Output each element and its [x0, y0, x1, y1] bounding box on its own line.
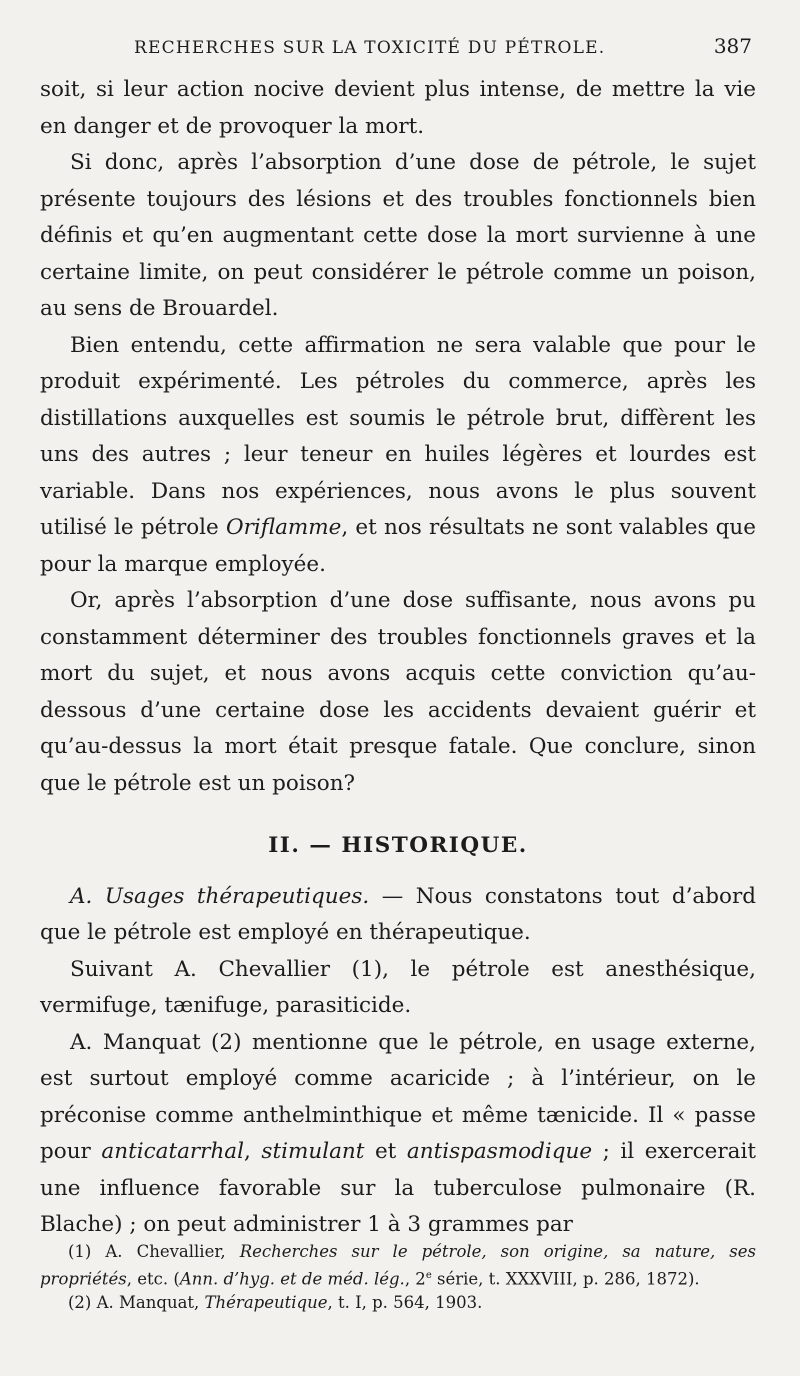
footnote-1-text-d: série, t. XXXVIII, p. 286, 1872). [431, 1269, 700, 1288]
paragraph-4: Or, après l’absorption d’une dose suffisante, nous avons pu constamment déterminer des troubles fonctionnels graves et la mort du sujet, et nous avons acquis cette conviction qu’au-dessous d’une certaine dose les accidents devaient guérir et qu’au-dessus la mort était presque fatale. Que conclure, sinon que le pétrole est un poison? [40, 588, 756, 796]
subsection-label: A. Usages thérapeutiques. [70, 883, 370, 909]
paragraph-3-italic: Oriflamme [225, 515, 342, 540]
running-header [134, 34, 752, 58]
paragraph-7-italic-2: stimulant [261, 1139, 365, 1164]
paragraph-5 [40, 879, 756, 952]
footnote-1-italic-1: Recherches sur le pétrole, son origine, sa nature, ses propriétés [40, 1242, 756, 1288]
paragraph-7-italic-1: anticatarrhal [101, 1139, 245, 1164]
footnotes [40, 1240, 756, 1314]
running-title: RECHERCHES SUR LA TOXICITÉ DU PÉTROLE. [134, 38, 606, 58]
footnote-2-text-a: (2) A. Manquat, [68, 1292, 205, 1312]
footnote-2-text-b: , t. I, p. 564, 1903. [327, 1292, 483, 1312]
footnote-1-text-a: (1) A. Chevallier, [68, 1242, 240, 1261]
paragraph-7-sep-1: , [244, 1139, 262, 1164]
paragraph-7-text-b: ; il exercerait une influence favorable sur la tuberculose pulmonaire (R. Blache) ; on peut administrer 1 à 3 grammes par [40, 1139, 756, 1237]
paragraph-3-text-a: Bien entendu, cette affirmation ne sera valable que pour le produit expérimenté. Les pétroles du commerce, après les distillations auxquelles est soumis le pétrole brut, diffèrent les uns des autres ; leur teneur en huiles légères et lourdes est variable. Dans nos expériences, nous avons le plus souvent utilisé le pétrole [40, 332, 756, 540]
main-text [40, 72, 756, 1244]
footnote-1-text-c: , 2 [404, 1269, 426, 1288]
paragraph-6: Suivant A. Chevallier (1), le pétrole est anesthésique, vermifuge, tænifuge, parasiticide. [40, 956, 756, 1018]
paragraph-7-text-a: A. Manquat (2) mentionne que le pétrole, en usage externe, est surtout employé comme acaricide ; à l’intérieur, on le préconise comme anthelminthique et même tænicide. Il « passe pour [40, 1029, 756, 1164]
footnote-1-italic-2: Ann. d’hyg. et de méd. lég. [179, 1269, 405, 1288]
paragraph-7-sep-2: et [364, 1139, 407, 1164]
paragraph-1: soit, si leur action nocive devient plus intense, de mettre la vie en danger et de provoquer la mort. [40, 77, 756, 139]
footnote-2-italic: Thérapeutique [204, 1292, 328, 1312]
paragraph-5-text: — Nous constatons tout d’abord que le pétrole est employé en thérapeutique. [40, 883, 756, 945]
paragraph-3-text-b: , et nos résultats ne sont valables que pour la marque employée. [40, 515, 756, 577]
footnote-1-text-b: , etc. ( [126, 1269, 180, 1288]
page-number: 387 [713, 34, 752, 58]
footnote-2 [40, 1291, 756, 1315]
paragraph-2: Si donc, après l’absorption d’une dose de pétrole, le sujet présente toujours des lésions et des troubles fonctionnels bien définis et qu’en augmentant cette dose la mort survienne à une certaine limite, on peut considérer le pétrole comme un poison, au sens de Brouardel. [40, 150, 756, 321]
footnote-1-superscript: e [425, 1269, 432, 1281]
paragraph-3 [40, 328, 756, 584]
paragraph-7 [40, 1025, 756, 1244]
footnote-1 [40, 1240, 756, 1291]
paragraph-7-italic-3: antispasmodique [406, 1139, 593, 1164]
section-heading: II. — HISTORIQUE. [268, 833, 528, 858]
